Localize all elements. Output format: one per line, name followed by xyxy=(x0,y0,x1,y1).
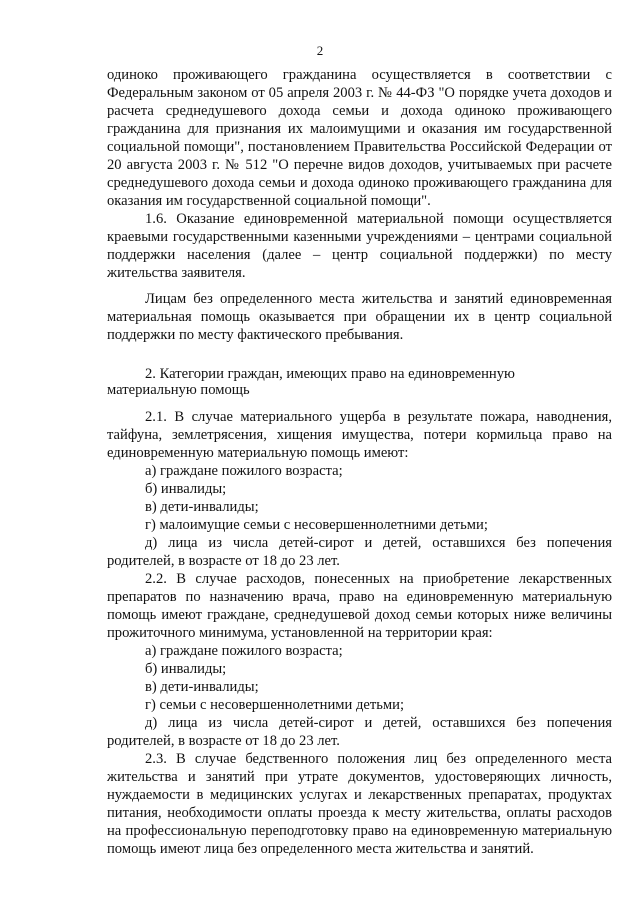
list-item: б) инвалиды; xyxy=(145,481,227,497)
page-body xyxy=(107,66,612,858)
list-item: д) лица из числа детей-сирот и детей, оставшихся без попечения родителей, в возрасте от 18 до 23 лет. xyxy=(107,535,612,569)
list-item: а) граждане пожилого возраста; xyxy=(145,643,343,659)
list-item: а) граждане пожилого возраста; xyxy=(145,463,343,479)
list-item: в) дети-инвалиды; xyxy=(145,679,259,695)
paragraph-2-2: 2.2. В случае расходов, понесенных на приобретение лекарственных препаратов по назначению врача, право на единовременную материальную помощь имеют граждане, среднедушевой доход семьи которых ниже величины прожиточного минимума, установленной на территории края: xyxy=(107,571,612,641)
list-item: б) инвалиды; xyxy=(145,661,227,677)
paragraph-2-1: 2.1. В случае материального ущерба в результате пожара, наводнения, тайфуна, землетрясения, хищения имущества, потери кормильца право на единовременную материальную помощь имеют: xyxy=(107,409,612,461)
continued-paragraph: одиноко проживающего гражданина осуществляется в соответствии с Федеральным законом от 05 апреля 2003 г. № 44-ФЗ "О порядке учета доходов и расчета среднедушевого дохода семьи и дохода одиноко проживающего гражданина для признания их малоимущими и оказания им государственной социальной помощи", постановлением Правительства Российской Федерации от 20 августа 2003 г. № 512 "О перечне видов доходов, учитываемых при расчете среднедушевого дохода семьи и дохода одиноко проживающего гражданина для оказания им государственной социальной помощи". xyxy=(107,67,612,209)
paragraph-1-6: 1.6. Оказание единовременной материальной помощи осуществляется краевыми государственными казенными учреждениями – центрами социальной поддержки населения (далее – центр социальной поддержки) по месту жительства заявителя. xyxy=(107,211,612,281)
section-heading-2: 2. Категории граждан, имеющих право на единовременную материальную помощь xyxy=(107,366,515,398)
list-item: г) малоимущие семьи с несовершеннолетними детьми; xyxy=(145,517,488,533)
paragraph-2-3: 2.3. В случае бедственного положения лиц без определенного места жительства и занятий при утрате документов, удостоверяющих личность, нуждаемости в медицинских услугах и лекарственных препаратах, продуктах питания, необходимости оплаты проезда к месту жительства, оплаты расходов на профессиональную переподготовку право на единовременную материальную помощь имеют лица без определенного места жительства и занятий. xyxy=(107,751,612,857)
page-number: 2 xyxy=(316,43,324,58)
list-item: г) семьи с несовершеннолетними детьми; xyxy=(145,697,405,713)
paragraph-homeless: Лицам без определенного места жительства и занятий единовременная материальная помощь оказывается при обращении их в центр социальной поддержки по месту фактического пребывания. xyxy=(107,291,612,343)
list-item: в) дети-инвалиды; xyxy=(145,499,259,515)
list-item: д) лица из числа детей-сирот и детей, оставшихся без попечения родителей, в возрасте от 18 до 23 лет. xyxy=(107,715,612,749)
